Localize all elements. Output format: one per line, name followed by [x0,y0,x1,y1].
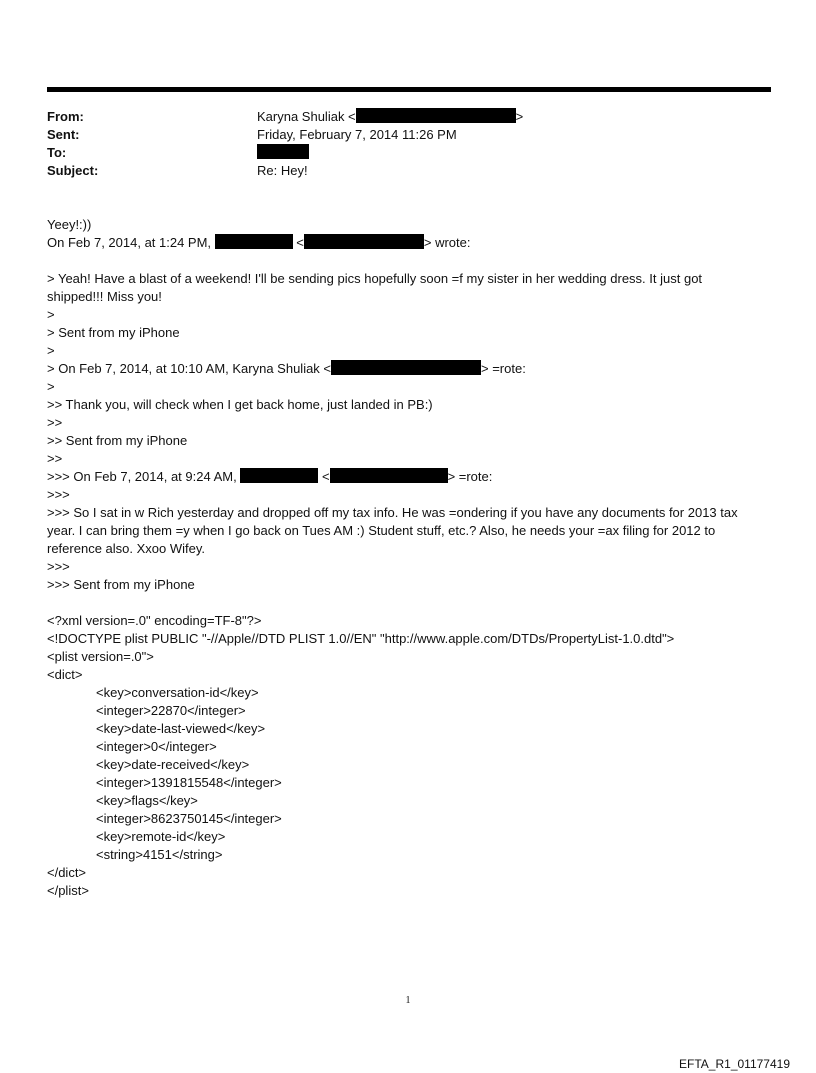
from-close: > [515,109,524,124]
body-line: Yeey!:)) [47,217,92,232]
redaction-box [215,234,293,249]
redaction-box [257,144,309,159]
plist-line: <key>date-received</key> [96,757,250,772]
body-line [47,234,471,252]
body-line: > Yeah! Have a blast of a weekend! I'll be sending pics hopefully soon =f my sister in her wedding dress. It just got [47,271,703,286]
body-line: > Sent from my iPhone [47,325,180,340]
body-text: > wrote: [423,235,471,250]
redaction-box [240,468,318,483]
body-line: > [47,307,55,322]
page-number: 1 [405,995,411,1006]
document-id: EFTA_R1_01177419 [679,1057,790,1071]
to-value [257,144,309,162]
body-line: >>> [47,487,70,502]
body-text: On Feb 7, 2014, at 1:24 PM, [47,235,212,250]
from-label: From: [47,109,84,124]
header-rule [47,87,771,92]
plist-line: <!DOCTYPE plist PUBLIC "-//Apple//DTD PLIST 1.0//EN" "http://www.apple.com/DTDs/PropertyList-1.0.dtd"> [47,631,675,646]
plist-line: <key>conversation-id</key> [96,685,259,700]
plist-line: <integer>8623750145</integer> [96,811,282,826]
body-line [47,360,526,378]
body-text: > =rote: [481,361,526,376]
plist-line: <?xml version=.0" encoding=TF-8"?> [47,613,262,628]
plist-line: <string>4151</string> [96,847,223,862]
plist-line: <key>flags</key> [96,793,198,808]
plist-line: </plist> [47,883,89,898]
body-line: >>> So I sat in w Rich yesterday and dropped off my tax info. He was =ondering if you have any documents for 2013 tax [47,505,738,520]
body-text: < [296,235,304,250]
sent-value: Friday, February 7, 2014 11:26 PM [257,127,457,142]
plist-line: <integer>0</integer> [96,739,217,754]
body-line: >> Thank you, will check when I get back home, just landed in PB:) [47,397,433,412]
from-name: Karyna Shuliak < [257,109,356,124]
redaction-box [304,234,424,249]
plist-line: <key>remote-id</key> [96,829,226,844]
body-line: year. I can bring them =y when I go back on Tues AM :) Student stuff, etc.? Also, he needs your =ax filing for 2012 to [47,523,716,538]
body-text: > =rote: [447,469,493,484]
redaction-box [330,468,448,483]
body-line: >>> Sent from my iPhone [47,577,195,592]
body-text: >>> On Feb 7, 2014, at 9:24 AM, [47,469,237,484]
to-label: To: [47,145,67,160]
body-line: >> [47,451,63,466]
body-line: reference also. Xxoo Wifey. [47,541,205,556]
redaction-box [331,360,481,375]
body-line: > [47,343,55,358]
plist-line: <dict> [47,667,83,682]
plist-line: <integer>22870</integer> [96,703,246,718]
subject-label: Subject: [47,163,99,178]
plist-line: <key>date-last-viewed</key> [96,721,266,736]
plist-line: <plist version=.0"> [47,649,154,664]
redaction-box [356,108,516,123]
sent-label: Sent: [47,127,80,142]
body-text: > On Feb 7, 2014, at 10:10 AM, Karyna Shuliak < [47,361,332,376]
body-line: >> [47,415,63,430]
body-line: >>> [47,559,70,574]
from-value [257,108,523,126]
body-line: > [47,379,55,394]
subject-value: Re: Hey! [257,163,308,178]
body-line: >> Sent from my iPhone [47,433,188,448]
plist-line: </dict> [47,865,87,880]
body-line: shipped!!! Miss you! [47,289,162,304]
plist-line: <integer>1391815548</integer> [96,775,282,790]
body-line [47,468,492,486]
body-text: < [321,469,330,484]
